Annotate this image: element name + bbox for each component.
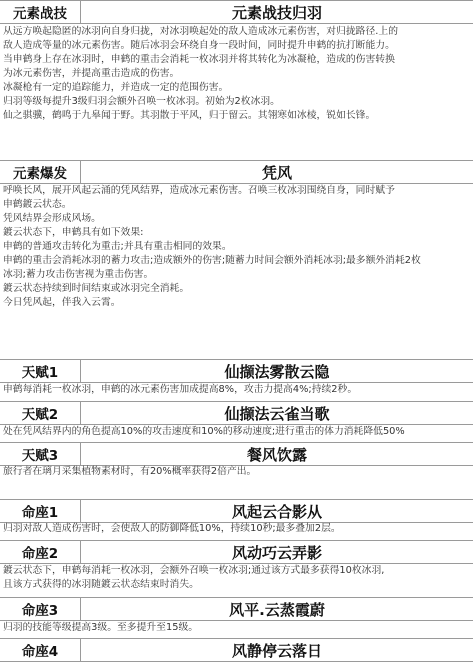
section-body xyxy=(0,621,474,635)
text-line: 今日凭风起，伴我入云霄。 xyxy=(3,297,121,308)
text-line: 鍍云状态下，申鹤具有如下效果: xyxy=(3,227,144,238)
section-header-constellation-3 xyxy=(0,597,473,621)
text-line: 且该方式获得的冰羽随鍍云状态结束时消失。 xyxy=(3,579,199,590)
text-line: 申鹤的普通攻击转化为重击;并具有重击相同的效果。 xyxy=(3,241,232,252)
section-header-elemental-burst xyxy=(0,160,473,184)
section-title: 元素战技归羽 xyxy=(231,3,322,22)
text-line: 申鹤每消耗一枚冰羽，申鹤的冰元素伤害加成提高8%，攻击力提高4%;持续2秒。 xyxy=(3,384,358,395)
section-header-talent-1 xyxy=(0,359,473,383)
section-body xyxy=(0,564,474,592)
section-header-constellation-2 xyxy=(0,540,473,564)
section-title: 仙撷法云雀当歌 xyxy=(224,404,330,423)
section-header-constellation-1 xyxy=(0,499,473,523)
text-line: 归羽等级每提升3级归羽会额外召唤一枚冰羽。初始为2枚冰羽。 xyxy=(3,96,280,107)
text-line: 当申鹤身上存在冰羽时，申鹤的重击会消耗一枚冰羽并将其转化为冰凝枪，造成的伤害转换 xyxy=(3,54,395,65)
section-title: 餐风饮露 xyxy=(246,445,307,464)
section-header-talent-2 xyxy=(0,401,473,425)
text-line: 申鹤的重击会消耗冰羽的蓄力攻击;造成额外的伤害;随蓄力时间会额外消耗冰羽;最多额外消耗2枚 xyxy=(3,255,421,266)
text-line: 为冰元素伤害，并提高重击造成的伤害。 xyxy=(3,68,180,79)
section-body xyxy=(0,522,474,536)
section-label: 命座2 xyxy=(0,541,81,563)
text-line: 鍍云状态持续到时间结束或冰羽完全消耗。 xyxy=(3,283,190,294)
section-body xyxy=(0,383,474,397)
section-label: 天赋3 xyxy=(0,443,81,465)
section-title: 仙撷法雾散云隐 xyxy=(224,362,330,381)
section-label: 命座3 xyxy=(0,598,81,620)
text-line: 从远方唤起隐匿的冰羽向自身归拢，对冰羽唤起处的敌人造成冰元素伤害，对归拢路径.上的 xyxy=(3,26,398,37)
section-body xyxy=(0,184,474,310)
text-line: 鍍云状态下，申鹤每消耗一枚冰羽，会额外召唤一枚冰羽;通过该方式最多获得10枚冰羽, xyxy=(3,565,385,576)
text-line: 冰凝枪有一定的追踪能力，并造成一定的范围伤害。 xyxy=(3,82,229,93)
section-label: 元素战技 xyxy=(0,1,81,23)
text-line: 呼唤长风，展开风起云涌的凭风结界，造成冰元素伤害。召唤三枚冰羽围绕自身，同时赋予 xyxy=(3,185,395,196)
text-line: 归羽的技能等级提高3级。至多提升至15级。 xyxy=(3,622,199,633)
text-line: 归羽对敌人造成伤害时，会使敌人的防御降低10%，持续10秒;最多叠加2层。 xyxy=(3,523,341,534)
section-label: 天赋1 xyxy=(0,360,81,382)
text-line: 凭风结界会形成风场。 xyxy=(3,213,101,224)
section-label: 命座1 xyxy=(0,500,81,522)
text-line: 旅行者在璃月采集植物素材时，有20%概率获得2倍产出。 xyxy=(3,466,257,477)
section-title: 风起云合影从 xyxy=(231,502,322,521)
section-label: 命座4 xyxy=(0,639,81,661)
section-title: 风平.云蒸霞蔚 xyxy=(229,600,325,619)
section-label: 元素爆发 xyxy=(0,161,81,183)
text-line: 申鹤鍍云状态。 xyxy=(3,199,72,210)
section-title: 风动巧云弄影 xyxy=(231,543,322,562)
text-line: 敌人造成等量的冰元素伤害。随后冰羽会环绕自身一段时间，同时提升申鹤的抗打断能力。 xyxy=(3,40,395,51)
section-header-talent-3 xyxy=(0,442,473,466)
section-title: 凭风 xyxy=(261,163,292,182)
section-header-elemental-skill xyxy=(0,0,473,24)
section-body xyxy=(0,425,474,439)
text-line: 处在凭风结界内的角色提高10%的攻击速度和10%的移动速度;进行重击的体力消耗降低50% xyxy=(3,426,405,437)
text-line: 冰羽;蓄力攻击伤害视为重击伤害。 xyxy=(3,269,154,280)
section-body xyxy=(0,25,474,123)
text-line: 仙之骐骥，鹤鸣于九皋闻于野。其羽散于平风，归于留云。其翎寒如冰棱，锐如长锋。 xyxy=(3,110,376,121)
section-header-constellation-4 xyxy=(0,638,473,662)
section-title: 风静停云落日 xyxy=(231,641,322,660)
section-body xyxy=(0,465,474,479)
section-label: 天赋2 xyxy=(0,402,81,424)
